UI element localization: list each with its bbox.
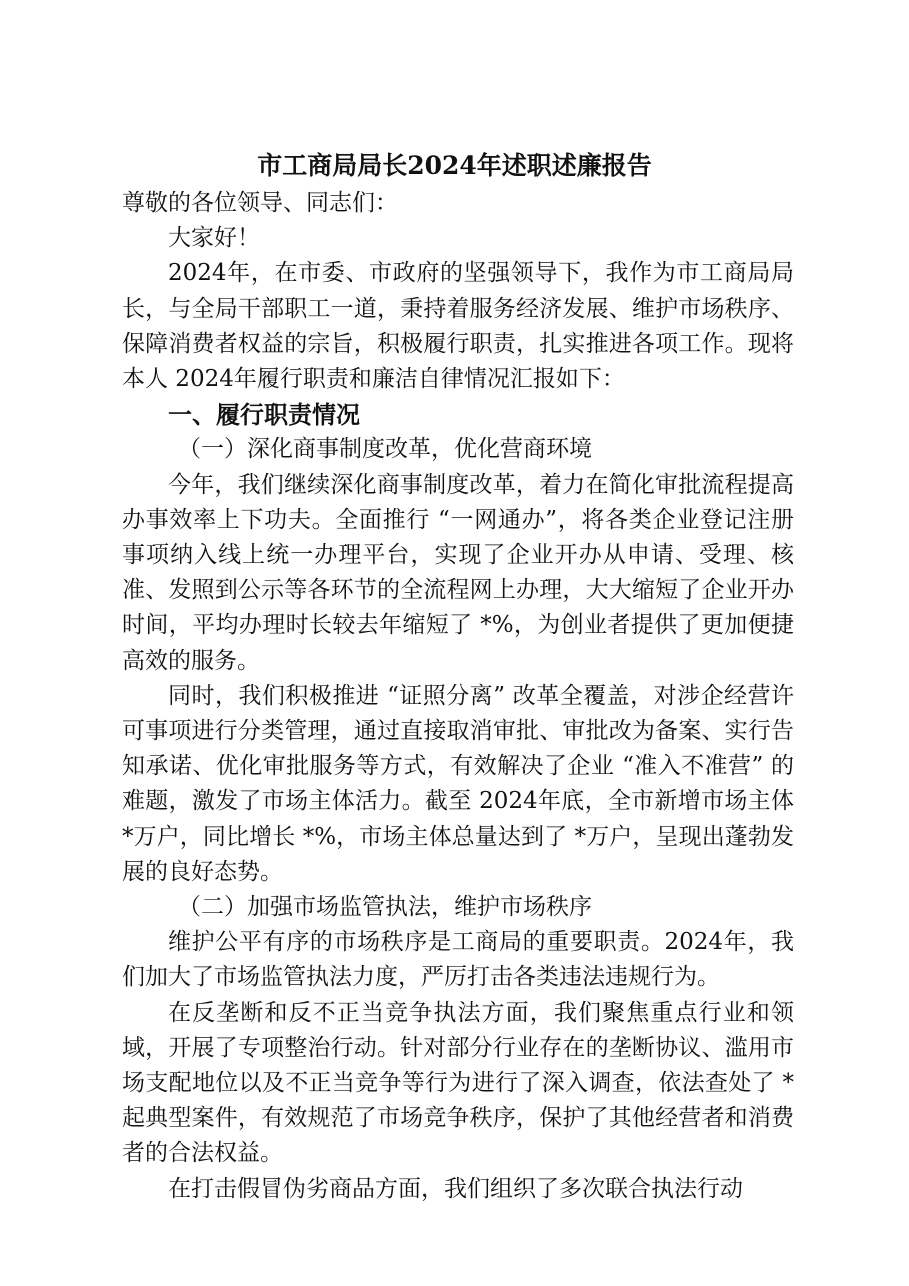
subsection-heading-1: （一）深化商事制度改革，优化营商环境	[178, 436, 592, 463]
paragraph: 在打击假冒伪劣商品方面，我们组织了多次联合执法行动	[168, 1175, 743, 1202]
paragraph: 今年，我们继续深化商事制度改革，着力在简化审批流程提高办事效率上下功夫。全面推行 “一网通办”，将各类企业登记注册事项纳入线上统一办理平台，实现了企业开办从申请、受理、核准、发照到公示等各环节的全流程网上办理，大大缩短了企业开办时间，平均办理时长较去年缩短了 *%，为创业者提供了更加便捷高效的服务。	[122, 471, 794, 674]
paragraph: 在反垄断和反不正当竞争执法方面，我们聚焦重点行业和领域，开展了专项整治行动。针对部分行业存在的垄断协议、滥用市场支配地位以及不正当竞争等行为进行了深入调查，依法查处了 *起典型案件，有效规范了市场竞争秩序，保护了其他经营者和消费者的合法权益。	[122, 999, 794, 1167]
section-heading-1: 一、履行职责情况	[168, 400, 360, 430]
paragraph: 同时，我们积极推进 “证照分离” 改革全覆盖，对涉企经营许可事项进行分类管理，通过直接取消审批、审批改为备案、实行告知承诺、优化审批服务等方式，有效解决了企业 “准入不准营” 的难题，激发了市场主体活力。截至 2024年底，全市新增市场主体 *万户，同比增长 *%，市场主体总量达到了 *万户，呈现出蓬勃发展的良好态势。	[122, 682, 794, 885]
document-body	[122, 186, 794, 1207]
greeting: 大家好！	[168, 225, 260, 252]
paragraph: 维护公平有序的市场秩序是工商局的重要职责。2024年，我们加大了市场监管执法力度，严厉打击各类违法违规行为。	[122, 929, 794, 991]
intro-paragraph: 2024年，在市委、市政府的坚强领导下，我作为市工商局局长，与全局干部职工一道，秉持着服务经济发展、维护市场秩序、保障消费者权益的宗旨，积极履行职责，扎实推进各项工作。现将本人 2024年履行职责和廉洁自律情况汇报如下：	[122, 260, 794, 393]
subsection-heading-2: （二）加强市场监管执法，维护市场秩序	[178, 894, 592, 921]
document-title: 市工商局局长2024年述职述廉报告	[257, 151, 652, 180]
salutation: 尊敬的各位领导、同志们：	[122, 190, 398, 216]
